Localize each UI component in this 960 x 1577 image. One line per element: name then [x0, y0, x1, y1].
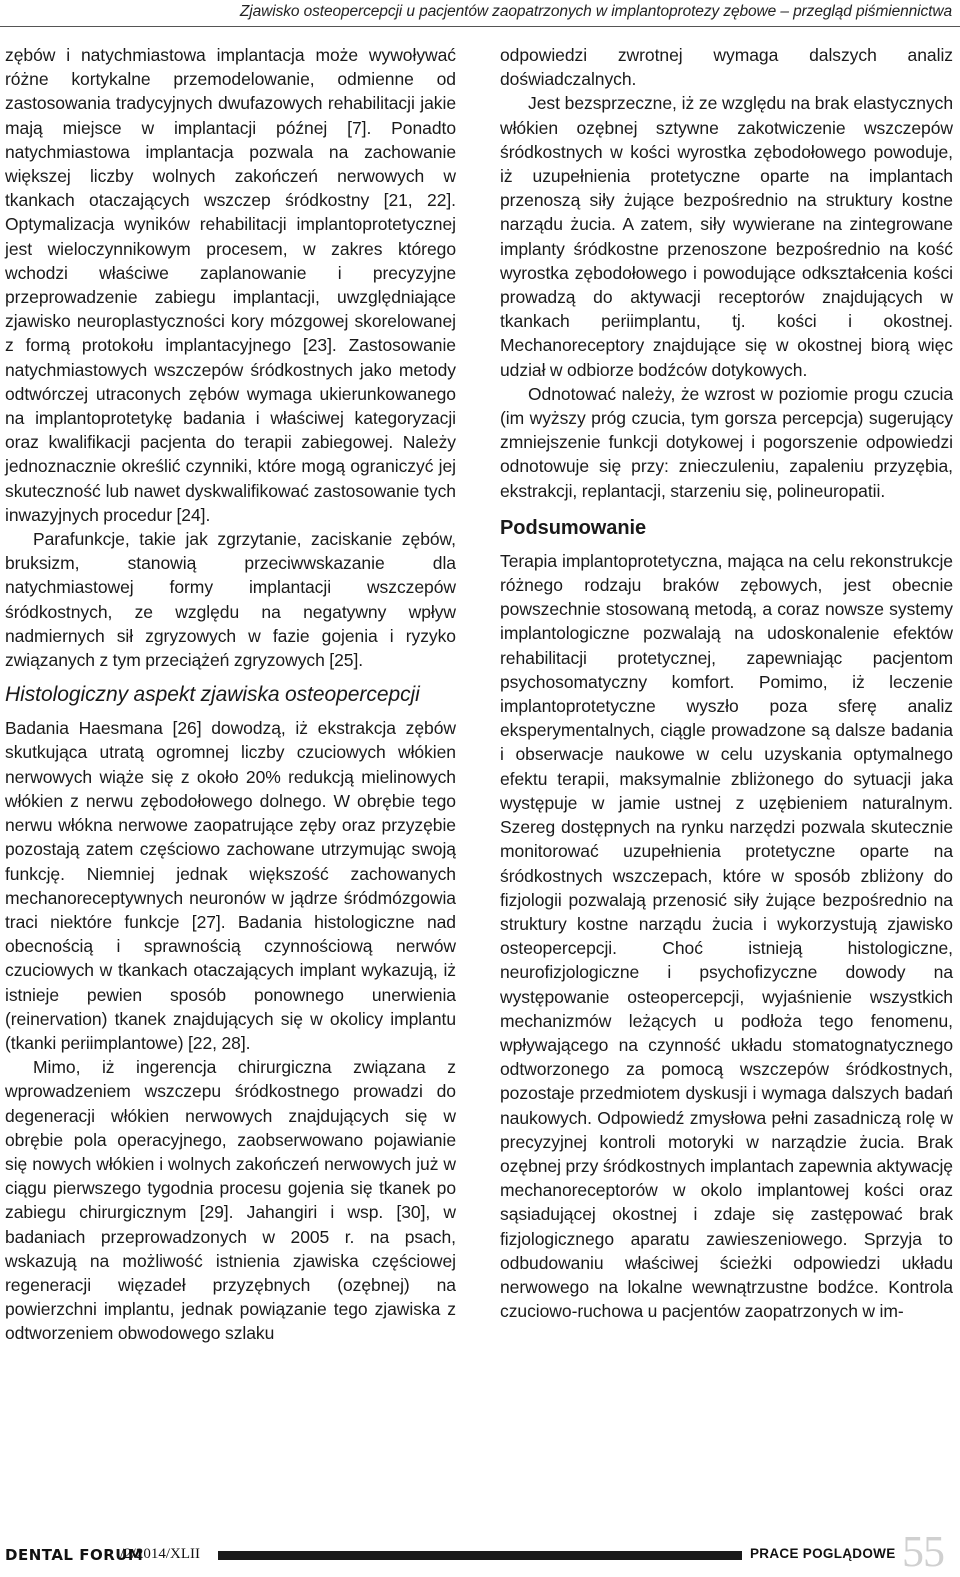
issue-label: /2/2014/XLII — [120, 1546, 200, 1562]
right-paragraph-4: Terapia implantoprotetyczna, mająca na celu rekonstrukcje różnego rodzaju braków zębowych, jest obecnie powszechnie stosowaną metodą, a coraz nowsze systemy implantologiczne pozwalają na udoskonalenie efektów rehabilitacji protetycznej, zapewniając pacjentom psychosomatyczny komfort. Pomimo, iż leczenie implantoprotetyczne wyszło poza sferę analiz eksperymentalnych, ciągle prowadzone są dalsze badania i obserwacje naukowe w celu uzyskania optymalnego efektu terapii, maksymalnie zbliżonego do sytuacji jaka występuje w jamie ustnej z uzębieniem naturalnym. Szereg dostępnych na rynku narzędzi pozwala skutecznie monitorować uzupełnienia protetyczne oparte na śródkostnych wszczepach, które w sposób zbliżony do fizjologii pozwalają przenosić siły żujące bezpośrednio na struktury kostne narządu żucia i wykorzystują zjawisko osteopercepcji. Choć istnieją histologiczne, neurofizjologiczne i psychofizyczne dowody na występowanie osteopercepcji, wyjaśnienie wszystkich mechanizmów leżących u podłoża tego fenomenu, wpływającego na czynność układu stomatognatycznego odtworzonego za pomocą wszczepów śródkostnych, pozostaje przedmiotem dyskusji i wymaga dalszych badań naukowych. Odpowiedź zmysłowa pełni zasadniczą rolę w precyzyjnej kontroli motoryki w narządzie żucia. Brak ozębnej przy śródkostnych implantach zapewnia aktywację mechanoreceptorów w okolo implantowej kości oraz sąsiadującej okostnej i zdaje się zastępować brak fizjologicznego aparatu zawieszeniowego. Sprzyja to odbudowaniu właściwej ścieżki odpowiedzi układu nerwowego na lokalne wewnątrzustne bodźce. Kontrola czuciowo-ruchowa u pacjentów zaopatrzonych w im- — [500, 550, 953, 1322]
histology-subheading: Histologiczny aspekt zjawiska osteopercepcji — [5, 683, 420, 707]
right-paragraph-1: odpowiedzi zwrotnej wymaga dalszych analiz doświadczalnych. — [500, 45, 953, 90]
page-footer — [0, 1527, 960, 1576]
page-number: 55 — [902, 1527, 944, 1576]
footer-bar — [218, 1551, 742, 1560]
right-paragraph-2: Jest bezsprzeczne, iż ze względu na brak elastycznych włókien ozębnej sztywne zakotwiczenie wszczepów śródkostnych w kości wyrostka zębodołowego powoduje, iż uzupełnienia protetyczne oparte na implantach przenoszą siły żujące bezpośrednio na struktury kostne narządu żucia. A zatem, siły wywierane na zintegrowane implanty śródkostne przenoszone bezpośrednio na kość wyrostka zębodołowego i powodujące odkształcenia kości prowadzą do aktywacji receptorów znajdujących w tkankach periimplantu, tj. kości i okostnej. Mechanoreceptory znajdujące się w okostnej biorą więc udział w odbiorze bodźców dotykowych. — [500, 93, 953, 380]
section-label: PRACE POGLĄDOWE — [746, 1546, 900, 1561]
journal-logo: DENTAL FORUM — [5, 1546, 144, 1564]
right-column — [500, 43, 953, 1323]
summary-heading: Podsumowanie — [500, 516, 647, 539]
left-column — [5, 43, 456, 1346]
left-paragraph-3: Badania Haesmana [26] dowodzą, iż ekstrakcja zębów skutkująca utratą ogromnej liczby czuciowych włókien nerwowych wiąże się z około 20% redukcją mielinowych włókien z nerwu zębodołowego dolnego. W obrębie tego nerwu włókna nerwowe zaopatrujące zęby oraz przyzębie pozostają zatem częściowo zachowane utrzymując swoją funkcję. Niemniej jednak większość zachowanych mechanoreceptywnych neuronów w jądrze śródmózgowia traci niektóre funkcje [27]. Badania histologiczne nad obecnością i sprawnością czynnościową nerwów czuciowych w tkankach otaczających implant wykazują, iż istnieje pewien sposób ponownego unerwienia (reinervation) tkanek znajdujących się w okolicy implantu (tkanki periimplantowe) [22, 28]. — [5, 718, 456, 1053]
left-paragraph-1: zębów i natychmiastowa implantacja może wywoływać różne kortykalne przemodelowanie, odmienne od zastosowania tradycyjnych dwufazowych rehabilitacji jakie mają miejsce w implantacji późnej [7]. Ponadto natychmiastowa implantacja pozwala na zachowanie większej liczby wolnych zakończeń nerwowych w tkankach otaczających wszczep śródkostny [21, 22]. Optymalizacja wyników rehabilitacji implantoprotetycznej jest wieloczynnikowym procesem, w zakres którego wchodzi właściwe zaplanowanie i precyzyjne przeprowadzenie zabiegu implantacji, uwzględniające zjawisko neuroplastyczności kory mózgowej skorelowanej z formą protokołu implantacyjnego [23]. Zastosowanie natychmiastowych wszczepów śródkostnych jako metody odtwórczej utraconych zębów wymaga ukierunkowanego na implantoprotetykę badania i właściwej kategoryzacji oraz kwalifikacji pacjenta do terapii zabiegowej. Należy jednoznacznie określić czynniki, które mogą ograniczyć jej skuteczność lub nawet dyskwalifikować zastosowanie tych inwazyjnych procedur [24]. — [5, 45, 456, 525]
right-paragraph-3: Odnotować należy, że wzrost w poziomie progu czucia (im wyższy próg czucia, tym gorsza percepcja) sugerujący zmniejszenie funkcji dotykowej i pogorszenie odpowiedzi odnotowuje się przy: znieczuleniu, zapaleniu przyzębia, ekstrakcji, replantacji, starzeniu się, polineuropatii. — [500, 383, 953, 501]
left-paragraph-4: Mimo, iż ingerencja chirurgiczna związana z wprowadzeniem wszczepu śródkostnego prowadzi do degeneracji włókien nerwowych znajdujących się w obrębie pola operacyjnego, zaobserwowano pojawianie się nowych włókien i wolnych zakończeń nerwowych już w ciągu pierwszego tygodnia procesu gojenia się tkanek po zabiegu chirurgicznym [29]. Jahangiri i wsp. [30], w badaniach przeprowadzonych w 2005 r. na psach, wskazują na możliwość istnienia zjawiska częściowej regeneracji więzadeł przyzębnych (ozębnej) na powierzchni implantu, jednak powiązanie tego zjawiska z odtworzeniem obwodowego szlaku — [5, 1057, 456, 1344]
running-head-title: Zjawisko osteopercepcji u pacjentów zaopatrzonych w implantoprotezy zębowe – przegląd piśmiennictwa — [239, 3, 952, 20]
left-paragraph-2: Parafunkcje, takie jak zgrzytanie, zaciskanie zębów, bruksizm, stanowią przeciwwskazanie dla natychmiastowej formy implantacji wszczepów śródkostnych, ze względu na negatywny wpływ nadmiernych sił zgryzowych w fazie gojenia i ryzyko związanych z tym przeciążeń zgryzowych [25]. — [5, 529, 456, 671]
header-rule — [0, 26, 960, 27]
